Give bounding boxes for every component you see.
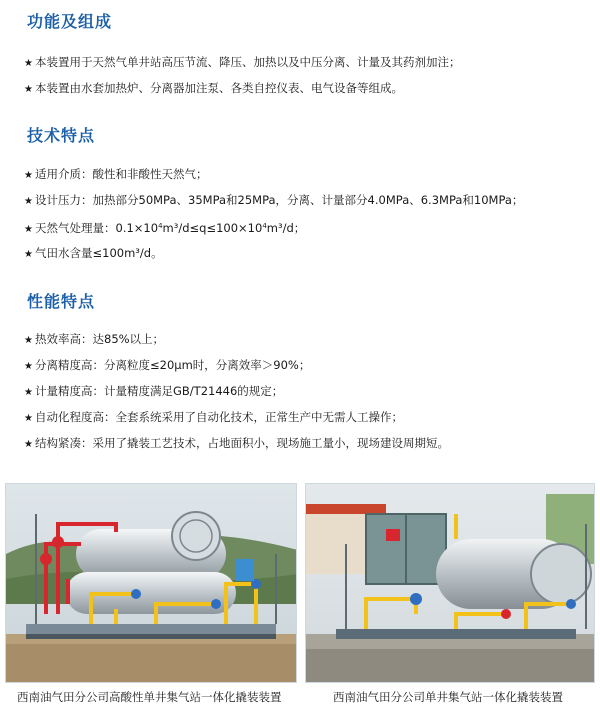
list-item: ★ 本装置由水套加热炉、分离器加注泵、各类自控仪表、电气设备等组成。 (24, 80, 403, 98)
star-icon: ★ (24, 439, 33, 450)
list-item: ★ 计量精度高：计量精度满足GB/T21446的规定； (24, 383, 283, 401)
section-title-function: 功能及组成 (27, 12, 113, 31)
list-item: ★ 本装置用于天然气单井站高压节流、降压、加热以及中压分离、计量及其药剂加注； (24, 54, 461, 72)
photo-caption-2: 西南油气田分公司单井集气站一体化撬装装置 (333, 690, 563, 704)
star-icon: ★ (24, 170, 33, 181)
list-item: ★ 设计压力：加热部分50MPa、35MPa和25MPa，分离、计量部分4.0MPa、6.3MPa和10MPa； (24, 192, 523, 210)
list-item: ★ 结构紧凑：采用了撬装工艺技术，占地面积小，现场施工量小，现场建设周期短。 (24, 435, 449, 453)
list-item: ★ 天然气处理量：$0.1\times 10^4m^3/d\le q\le 100\times 10^4m^3/d$； (24, 218, 305, 238)
section-title-performance: 性能特点 (27, 292, 96, 311)
star-icon: ★ (24, 196, 33, 207)
list-item: ★ 分离精度高：分离粒度≤20μm时，分离效率＞90%； (24, 357, 310, 375)
star-icon: ★ (24, 335, 33, 346)
equipment-photo-2 (305, 483, 595, 683)
list-item: ★ 自动化程度高：全套系统采用了自动化技术，正常生产中无需人工操作； (24, 409, 403, 427)
equipment-photo-1 (5, 483, 297, 683)
list-item: ★ 气田水含量≤100m³/d。 (24, 245, 163, 263)
star-icon: ★ (24, 249, 33, 260)
star-icon: ★ (24, 224, 33, 235)
star-icon: ★ (24, 58, 33, 69)
list-item: ★ 热效率高：达85%以上； (24, 331, 164, 349)
star-icon: ★ (24, 387, 33, 398)
photo-caption-1: 西南油气田分公司高酸性单井集气站一体化撬装装置 (17, 690, 282, 704)
star-icon: ★ (24, 413, 33, 424)
star-icon: ★ (24, 361, 33, 372)
section-title-tech: 技术特点 (27, 126, 96, 145)
star-icon: ★ (24, 84, 33, 95)
list-item: ★ 适用介质：酸性和非酸性天然气； (24, 166, 208, 184)
